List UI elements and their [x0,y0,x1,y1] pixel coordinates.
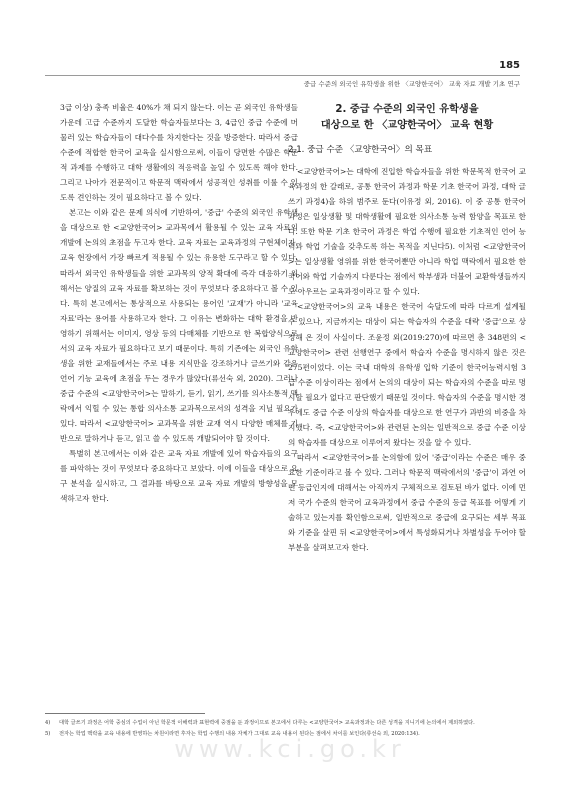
left-column [60,100,298,506]
body-paragraph: 본고는 이와 같은 문제 의식에 기반하여, '중급' 수준의 외국인 유학생을 대상으로 한 <교양한국어> 교과목에서 활용될 수 있는 교육 자료의 개발에 논의의 초점을 두고자 한다. 교육 자료는 교육과정의 구현체이자, 교육 현장에서 가장 빠르게 적용될 수 있는 유용한 도구라고 할 수 있다. 따라서 외국인 유학생들을 위한 교과목의 양적 확대에 즉각 대응하기 위해서는 양질의 교육 자료를 확보하는 것이 무엇보다 중요하다고 볼 수 있다. 특히 본고에서는 통상적으로 사용되는 용어인 '교재'가 아니라 '교육 자료'라는 용어를 사용하고자 한다. 그 이유는 변화하는 대학 환경을 반영하기 위해서는 이미지, 영상 등의 다매체를 기반으로 한 복합양식으로서의 교육 자료가 필요하다고 보기 때문이다. 특히 기존에는 외국인 유학생을 위한 교재들에서는 주로 내용 지식만을 강조하거나 글쓰기와 같은 언어 기능 교육에 초점을 두는 경우가 많았다(류선숙 외, 2020). 그러나 중급 수준의 <교양한국어>는 말하기, 듣기, 읽기, 쓰기를 의사소통적 맥락에서 익힐 수 있는 통합 의사소통 교과목으로서의 성격을 지닐 필요가 있다. 따라서 <교양한국어> 교과목을 위한 교재 역시 다양한 매체를 기반으로 말하거나 듣고, 읽고 쓸 수 있도록 개발되어야 할 것이다. [60,208,298,444]
body-paragraph: 특별히 본고에서는 이와 같은 교육 자료 개발에 있어 학습자들의 요구를 파악하는 것이 무엇보다 중요하다고 보았다. 이에 이들을 대상으로 요구 분석을 실시하고, 그 결과를 바탕으로 교육 자료 개발의 방향성을 모색하고자 한다. [60,449,298,504]
footnote [45,718,520,728]
footnote-number: 4) [45,720,51,726]
body-paragraph: <교양한국어>의 교육 내용은 한국어 숙달도에 따라 다르게 설계될 수 있으나, 지금까지는 대상이 되는 학습자의 수준을 대략 '중급'으로 상정해 온 것이 사실이다. 조윤정 외(2019:270)에 따르면 총 348편의 <교양한국어> 관련 선행연구 중에서 학습자 수준을 명시하지 않은 것은 275편이었다. 이는 국내 대학의 유학생 입학 기준이 한국어능력시험 3급 수준 이상이라는 점에서 논의의 대상이 되는 학습자의 수준을 따로 명시할 필요가 없다고 판단했기 때문일 것이다. 학습자의 수준을 명시한 경우에도 중급 수준 이상의 학습자를 대상으로 한 연구가 과반의 비중을 차지했다. 즉, <교양한국어>와 관련된 논의는 일반적으로 중급 수준 이상의 학습자를 대상으로 이루어져 왔다는 것을 알 수 있다. [288,302,526,447]
footnote-rule [45,713,205,714]
right-column [288,100,526,555]
footnote-text: 전자는 학업 맥락을 교육 내용에 반영하는 차원이라면 후자는 학업 수행의 내용 자체가 그대로 교육 내용이 된다는 점에서 차이를 보인다(류선숙 외, 2020:134). [59,731,420,737]
subsection-title: 2.1. 중급 수준 〈교양한국어〉의 목표 [288,145,433,155]
footnote-text: 대학 글쓰기 과정은 어학 중심의 수업이 아닌 학문적 이해력과 표현력에 중점을 둔 과정이므로 본고에서 다루는 <교양한국어> 교육과정과는 다른 성격을 지니기에 논의에서 제외하였다. [59,720,475,726]
section-title [288,102,526,134]
watermark: www.kci.go.kr [174,735,406,763]
section-title-line: 2. 중급 수준의 외국인 유학생을 [335,104,479,115]
running-header: 중급 수준의 외국인 유학생을 위한 〈교양한국어〉 교육 자료 개발 기초 연구 [45,75,520,88]
section-title-line: 대상으로 한 〈교양한국어〉 교육 현황 [320,120,494,131]
body-paragraph: 3급 이상) 충족 비율은 40%가 채 되지 않는다. 이는 곧 외국인 유학생들 가운데 고급 수준까지 도달한 학습자들보다는 3, 4급인 중급 수준에 머물러 있는 학습자들이 대다수를 차지한다는 것을 방증한다. 따라서 중급 수준에 적합한 한국어 교육을 실시함으로써, 이들이 당면한 수많은 학문적 과제를 수행하고 대학 생활에의 적응력을 높일 수 있도록 해야 한다. 그리고 나아가 전문적이고 학문적 맥락에서 성공적인 성취를 이룰 수 있도록 견인하는 것이 필요하다고 볼 수 있다. [60,103,298,203]
body-paragraph: <교양한국어>는 대학에 진입한 학습자들을 위한 학문목적 한국어 교육과정의 한 갈래로, 공통 한국어 과정과 학문 기초 한국어 과정, 대학 글쓰기 과정4)을 하위 범주로 둔다(이유정 외, 2016). 이 중 공통 한국어 과정은 일상생활 및 대학생활에 필요한 의사소통 능력 함양을 목표로 한다. 또한 학문 기초 한국어 과정은 학업 수행에 필요한 기초적인 언어 능력과 학업 기술을 갖추도록 하는 목적을 지닌다5). 이처럼 <교양한국어>는 일상생활 영위를 위한 한국어뿐만 아니라 학업 맥락에서 필요한 한국어와 학업 기술까지 다룬다는 점에서 학부생과 더불어 교환학생들까지도 아우르는 교육과정이라고 할 수 있다. [288,167,526,297]
body-paragraph: 따라서 <교양한국어>를 논의함에 있어 '중급'이라는 수준은 매우 중요한 기준이라고 볼 수 있다. 그러나 학문적 맥락에서의 '중급'이 과연 어떤 등급인지에 대해서는 아직까지 구체적으로 검토된 바가 없다. 이에 먼저 국가 수준의 한국어 교육과정에서 중급 수준의 등급 목표를 어떻게 기술하고 있는지를 확인함으로써, 일반적으로 중급에 요구되는 세부 목표와 기준을 살핀 뒤 <교양한국어>에서 특성화되거나 차별성을 두어야 할 부분을 살펴보고자 한다. [288,452,526,553]
footnote-number: 5) [45,731,51,737]
page-number: 185 [499,60,520,71]
